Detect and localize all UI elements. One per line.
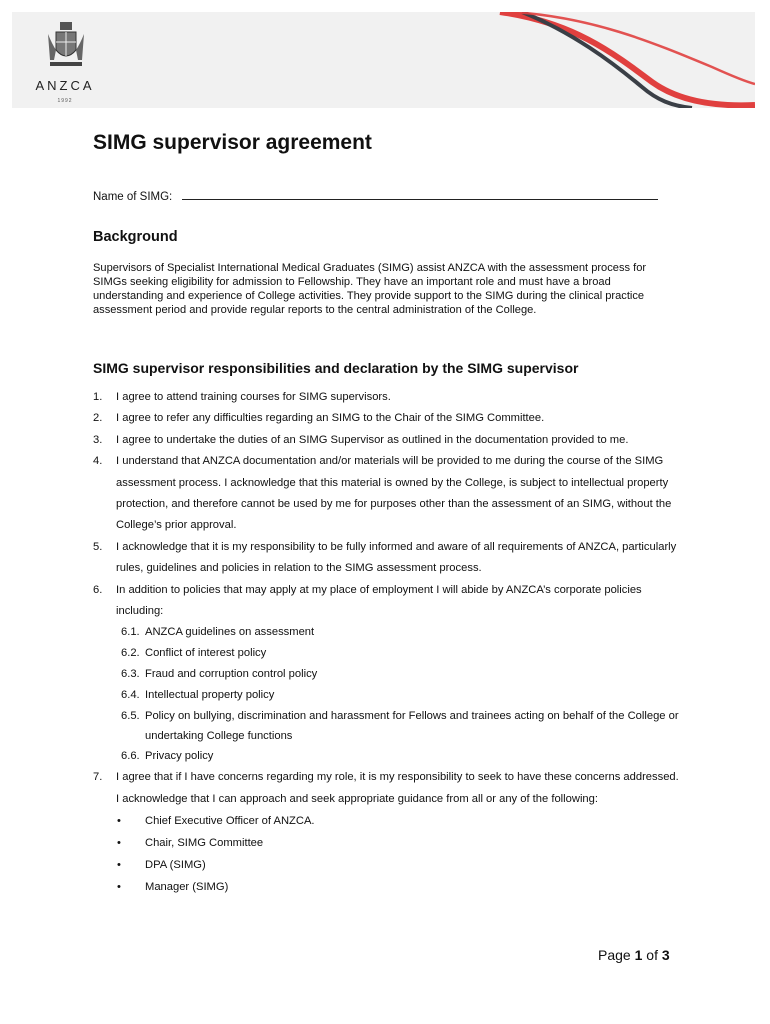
document-header xyxy=(12,12,755,108)
contact-item-text: Chair, SIMG Committee xyxy=(145,837,264,850)
contact-item-text: Manager (SIMG) xyxy=(145,881,229,894)
policy-item-text: Fraud and corruption control policy xyxy=(145,668,318,681)
policy-item xyxy=(93,622,683,643)
list-item-number: 6. xyxy=(93,583,103,596)
crest-icon xyxy=(46,20,86,70)
list-item-text: I agree to refer any difficulties regarding an SIMG to the Chair of the SIMG Committee. xyxy=(116,412,545,425)
policy-item-text: Privacy policy xyxy=(145,750,214,763)
list-item xyxy=(93,767,683,810)
list-item-text: In addition to policies that may apply at my place of employment I will abide by ANZCA’s corporate policies including: xyxy=(116,583,642,618)
list-item xyxy=(93,451,683,537)
policy-item xyxy=(93,685,683,706)
contact-item xyxy=(93,876,683,898)
page-current: 1 xyxy=(634,947,643,963)
list-item-text: I understand that ANZCA documentation and/or materials will be provided to me during the course of the SIMG assessment process. I acknowledge that this material is owned by the College, is subject to intellectual property protection, and therefore cannot be used by me for purposes other than the assessment of an SIMG, without the College’s prior approval. xyxy=(116,455,672,532)
page-total: 3 xyxy=(661,947,670,963)
page-title: SIMG supervisor agreement xyxy=(93,131,372,154)
list-item-text: I agree to attend training courses for SIMG supervisors. xyxy=(116,391,391,403)
policy-item-number: 6.5. xyxy=(121,710,140,723)
name-of-simg-field[interactable] xyxy=(182,187,658,200)
policy-item-number: 6.6. xyxy=(121,750,140,763)
page-of: of xyxy=(646,947,658,963)
list-item-number: 2. xyxy=(93,412,103,425)
contact-item-text: Chief Executive Officer of ANZCA. xyxy=(145,815,315,828)
page-word: Page xyxy=(598,947,631,963)
background-paragraph: Supervisors of Specialist International Medical Graduates (SIMG) assist ANZCA with the assessment process for SIMGs seeking eligibility for admission to Fellowship. They have an important role and must have a broad understanding and experience of College activities. They provide support to the SIMG during the clinical practice assessment period and provide regular reports to the central administration of the College. xyxy=(93,262,647,316)
logo-subtext: 1992 xyxy=(57,98,73,104)
policy-item-number: 6.1. xyxy=(121,626,140,639)
policy-item-text: Conflict of interest policy xyxy=(145,647,267,660)
bullet-icon: • xyxy=(117,815,121,828)
policy-item xyxy=(93,643,683,664)
list-item-number: 4. xyxy=(93,455,103,468)
policy-item xyxy=(93,706,683,746)
background-heading: Background xyxy=(93,229,178,245)
list-item xyxy=(93,537,683,580)
list-item xyxy=(93,408,683,429)
policy-item-number: 6.4. xyxy=(121,689,140,702)
policy-item xyxy=(93,664,683,685)
name-of-simg-label: Name of SIMG: xyxy=(93,191,173,203)
list-item-text: I agree to undertake the duties of an SIMG Supervisor as outlined in the documentation provided to me. xyxy=(116,433,629,446)
contact-item-text: DPA (SIMG) xyxy=(145,859,206,872)
policy-item-number: 6.2. xyxy=(121,647,140,660)
list-item-number: 5. xyxy=(93,540,103,553)
list-item xyxy=(93,430,683,451)
responsibilities-list xyxy=(93,387,683,898)
policy-item-number: 6.3. xyxy=(121,668,140,681)
logo-wordmark: ANZCA xyxy=(35,78,95,93)
list-item-text: I acknowledge that it is my responsibility to be fully informed and aware of all requirements of ANZCA, particularly rules, guidelines and policies in relation to the SIMG assessment process. xyxy=(116,540,677,575)
name-of-simg-row xyxy=(93,187,658,203)
bullet-icon: • xyxy=(117,837,121,850)
list-item-number: 1. xyxy=(93,391,103,403)
bullet-icon: • xyxy=(117,881,121,894)
anzca-logo xyxy=(24,18,104,106)
page-number xyxy=(598,947,670,963)
list-item xyxy=(93,387,683,408)
policy-item xyxy=(93,746,683,767)
list-item-text: I agree that if I have concerns regarding my role, it is my responsibility to seek to have these concerns addressed. I acknowledge that I can approach and seek appropriate guidance from all or any of the following: xyxy=(116,771,679,805)
contact-item xyxy=(93,810,683,832)
contact-item xyxy=(93,832,683,854)
policy-item-text: Policy on bullying, discrimination and harassment for Fellows and trainees acting on behalf of the College or undertaking College functions xyxy=(145,710,679,743)
policy-item-text: ANZCA guidelines on assessment xyxy=(145,626,315,639)
list-item-number: 3. xyxy=(93,433,103,446)
policy-item-text: Intellectual property policy xyxy=(145,689,275,702)
contact-item xyxy=(93,854,683,876)
header-swoosh-graphic xyxy=(12,12,755,108)
list-item xyxy=(93,580,683,623)
list-item-number: 7. xyxy=(93,771,103,784)
responsibilities-heading: SIMG supervisor responsibilities and declaration by the SIMG supervisor xyxy=(93,360,579,376)
bullet-icon: • xyxy=(117,859,121,872)
